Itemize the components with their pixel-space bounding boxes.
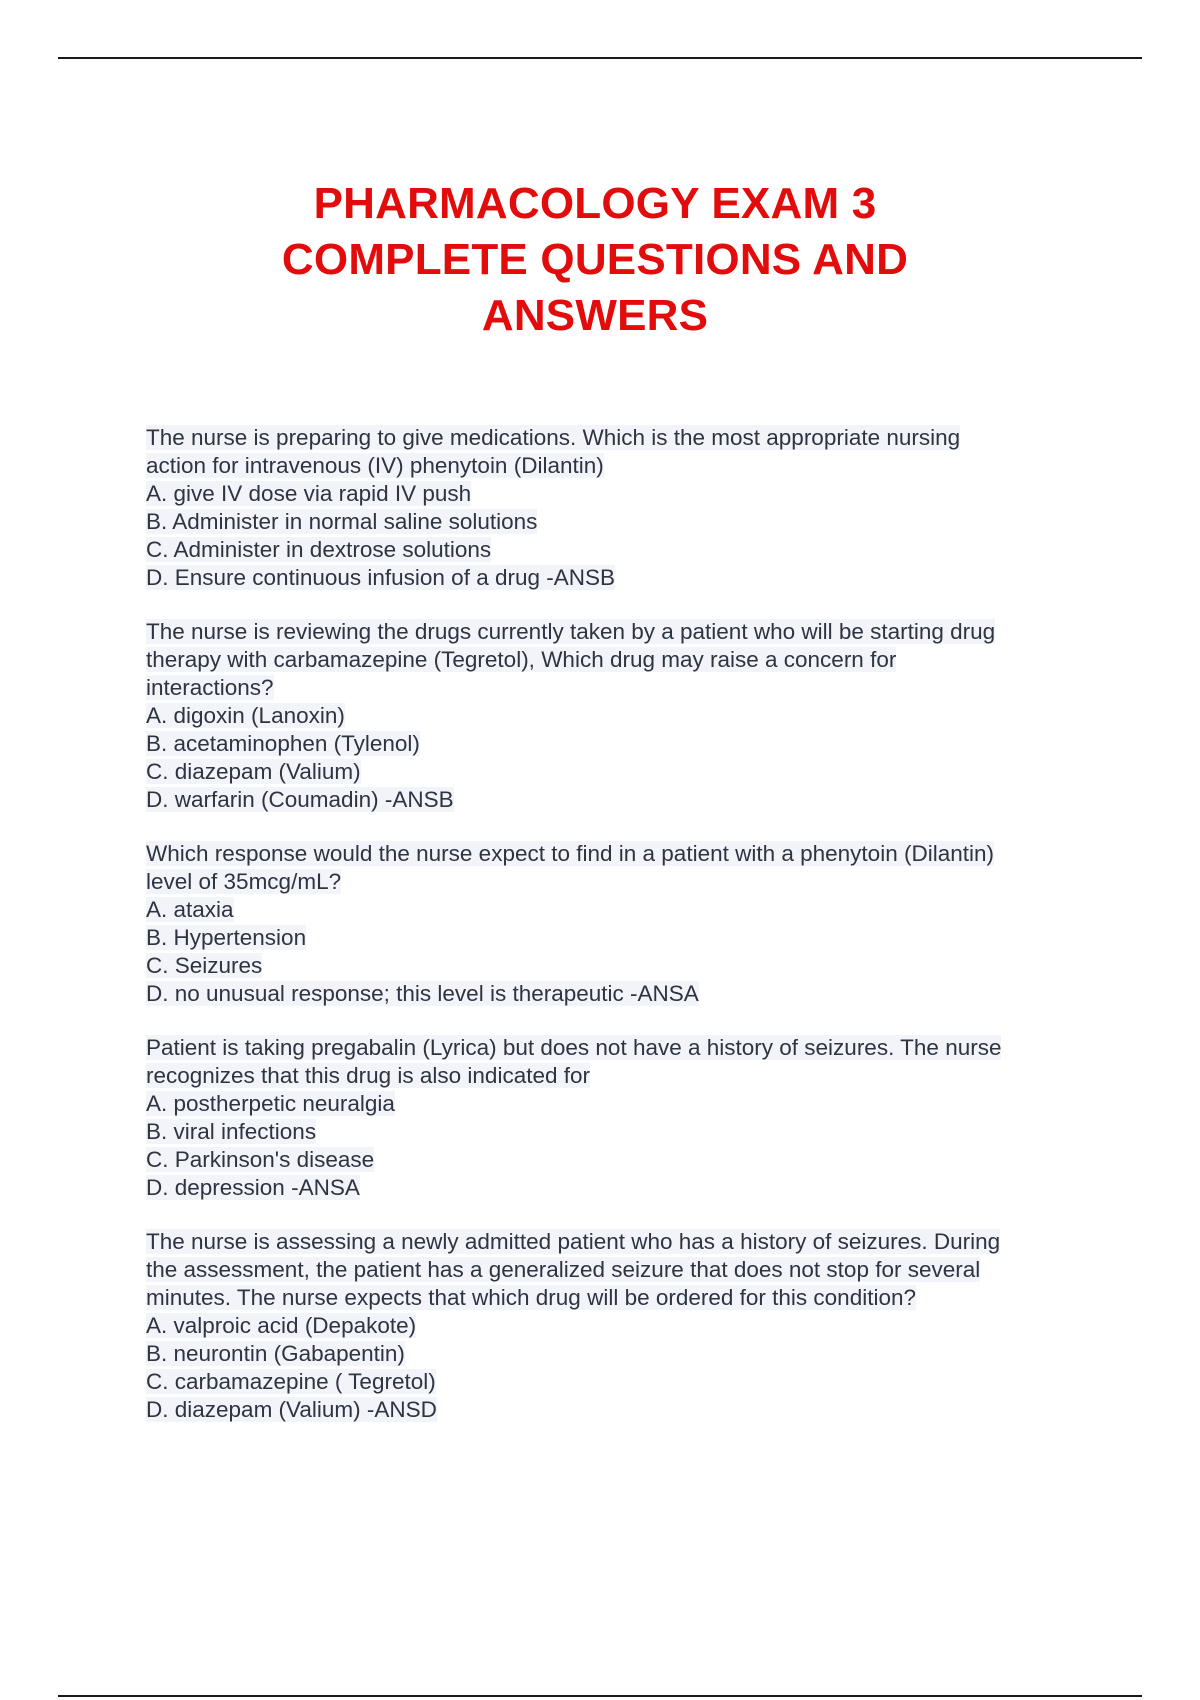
answer-option: C. carbamazepine ( Tegretol) [146,1369,436,1394]
question-stem-line: minutes. The nurse expects that which drug will be ordered for this condition? [146,1285,916,1310]
question-stem-line: The nurse is assessing a newly admitted patient who has a history of seizures. During [146,1229,1001,1254]
question-stem-line: Patient is taking pregabalin (Lyrica) but does not have a history of seizures. The nurse [146,1035,1002,1060]
question-5 [146,1228,1086,1424]
header-rule [58,57,1142,59]
answer-option: B. Hypertension [146,925,307,950]
question-4 [146,1034,1086,1202]
question-2 [146,618,1086,814]
question-stem-line: interactions? [146,675,274,700]
question-stem-line: The nurse is reviewing the drugs currently taken by a patient who will be starting drug [146,619,996,644]
answer-option: D. depression -ANSA [146,1175,360,1200]
answer-option: A. valproic acid (Depakote) [146,1313,417,1338]
answer-option: C. diazepam (Valium) [146,759,361,784]
document-title [200,176,990,344]
question-3 [146,840,1086,1008]
answer-option: C. Seizures [146,953,263,978]
question-stem-line: Which response would the nurse expect to find in a patient with a phenytoin (Dilantin) [146,841,994,866]
answer-option: D. warfarin (Coumadin) -ANSB [146,787,454,812]
answer-option: D. no unusual response; this level is therapeutic -ANSA [146,981,699,1006]
answer-option: C. Parkinson's disease [146,1147,375,1172]
answer-option: B. neurontin (Gabapentin) [146,1341,405,1366]
answer-option: B. acetaminophen (Tylenol) [146,731,420,756]
answer-option: D. Ensure continuous infusion of a drug -ANSB [146,565,616,590]
answer-option: A. digoxin (Lanoxin) [146,703,345,728]
question-1 [146,424,1086,592]
question-stem-line: action for intravenous (IV) phenytoin (Dilantin) [146,453,604,478]
question-stem-line: level of 35mcg/mL? [146,869,342,894]
title-line: COMPLETE QUESTIONS AND [281,235,909,284]
question-stem-line: therapy with carbamazepine (Tegretol), Which drug may raise a concern for [146,647,897,672]
answer-option: C. Administer in dextrose solutions [146,537,492,562]
answer-option: A. postherpetic neuralgia [146,1091,395,1116]
answer-option: A. give IV dose via rapid IV push [146,481,472,506]
answer-option: A. ataxia [146,897,234,922]
title-line: PHARMACOLOGY EXAM 3 [313,179,877,228]
title-line: ANSWERS [481,291,709,340]
answer-option: B. viral infections [146,1119,317,1144]
question-list [146,424,1086,1450]
question-stem-line: The nurse is preparing to give medications. Which is the most appropriate nursing [146,425,961,450]
footer-rule [58,1695,1142,1697]
question-stem-line: recognizes that this drug is also indicated for [146,1063,590,1088]
answer-option: B. Administer in normal saline solutions [146,509,538,534]
question-stem-line: the assessment, the patient has a generalized seizure that does not stop for several [146,1257,981,1282]
answer-option: D. diazepam (Valium) -ANSD [146,1397,437,1422]
